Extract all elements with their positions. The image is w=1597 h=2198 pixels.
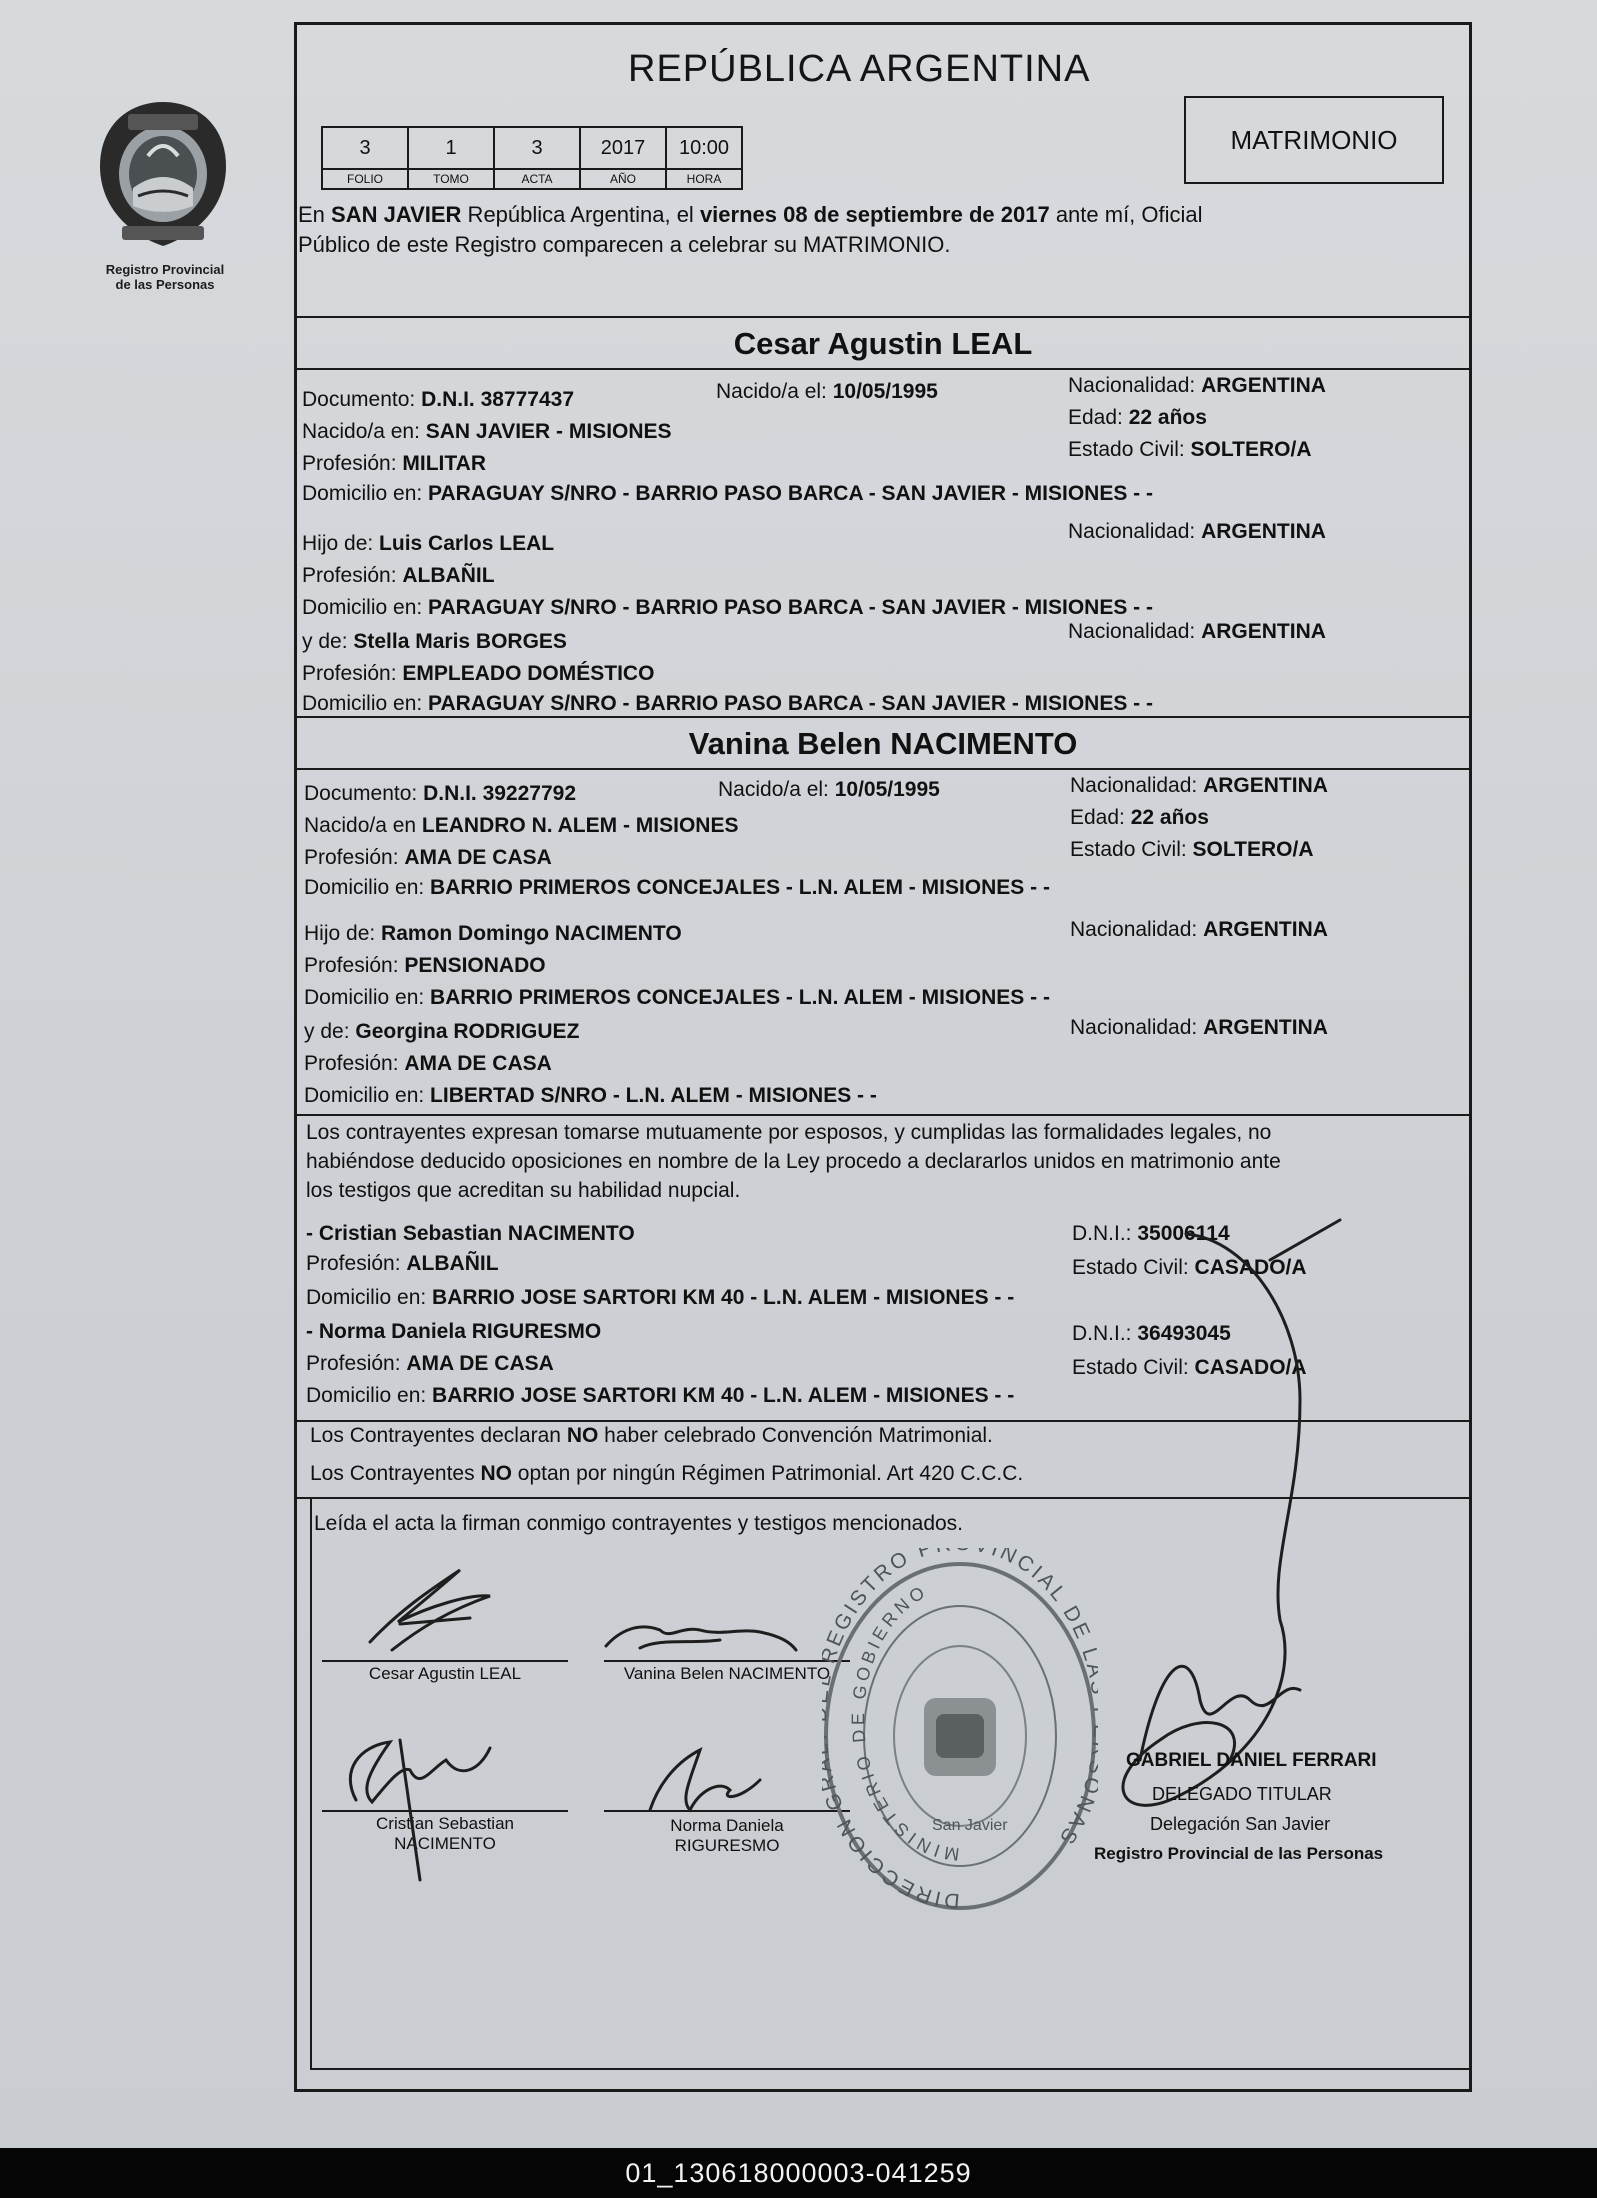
crest-caption-line1: Registro Provincial <box>105 262 225 277</box>
declaration-line2: habiéndose deducido oposiciones en nombre de la Ley procedo a declararlos unidos en matrimonio ante <box>306 1150 1281 1173</box>
intro-place: SAN JAVIER <box>331 202 462 227</box>
spouse1-father-address: Domicilio en: PARAGUAY S/NRO - BARRIO PASO BARCA - SAN JAVIER - MISIONES - - <box>302 596 1153 619</box>
intro-date: viernes 08 de septiembre de 2017 <box>699 202 1050 227</box>
witness2-profession: Profesión: AMA DE CASA <box>306 1352 554 1375</box>
spouse2-profession: Profesión: AMA DE CASA <box>304 846 552 869</box>
svg-text:MINISTERIO DE GOBIERNO: MINISTERIO DE GOBIERNO <box>848 1580 961 1865</box>
signature-label-witness1: Cristian Sebastian NACIMENTO <box>376 1814 514 1853</box>
spouse1-father: Hijo de: Luis Carlos LEAL <box>302 532 555 555</box>
crest-caption-line2: de las Personas <box>115 277 215 292</box>
spouse2-father: Hijo de: Ramon Domingo NACIMENTO <box>304 922 682 945</box>
spouse1-mother: y de: Stella Maris BORGES <box>302 630 567 653</box>
signature-label-spouse1: Cesar Agustin LEAL <box>368 1664 522 1683</box>
official-name: GABRIEL DANIEL FERRARI <box>1126 1750 1377 1771</box>
official-office: Delegación San Javier <box>1150 1814 1331 1834</box>
convention-line2: Los Contrayentes NO optan por ningún Régimen Patrimonial. Art 420 C.C.C. <box>310 1462 1024 1485</box>
witness1-address: Domicilio en: BARRIO JOSE SARTORI KM 40 - L.N. ALEM - MISIONES - - <box>306 1286 1015 1309</box>
spouse1-address: Domicilio en: PARAGUAY S/NRO - BARRIO PASO BARCA - SAN JAVIER - MISIONES - - <box>302 482 1153 505</box>
witness2-name: - Norma Daniela RIGURESMO <box>306 1320 602 1343</box>
tomo-value: 1 <box>408 127 494 169</box>
spouse1-birthplace: Nacido/a en: SAN JAVIER - MISIONES <box>302 420 672 443</box>
spouse1-born: Nacido/a el: 10/05/1995 <box>716 380 938 403</box>
acta-label: ACTA <box>494 169 580 189</box>
tomo-label: TOMO <box>408 169 494 189</box>
declaration-line1: Los contrayentes expresan tomarse mutuamente por esposos, y cumplidas las formalidades legales, no <box>306 1121 1272 1144</box>
intro-line1: En SAN JAVIER República Argentina, el viernes 08 de septiembre de 2017 ante mí, Oficial <box>298 202 1203 227</box>
spouse2-father-address: Domicilio en: BARRIO PRIMEROS CONCEJALES - L.N. ALEM - MISIONES - - <box>304 986 1050 1009</box>
spouse1-nationality: Nacionalidad: ARGENTINA <box>1068 374 1326 397</box>
spouse2-mother-profession: Profesión: AMA DE CASA <box>304 1052 552 1075</box>
spouse1-father-profession: Profesión: ALBAÑIL <box>302 564 495 587</box>
signature-label-witness2: Norma Daniela RIGURESMO <box>670 1816 784 1855</box>
spouse2-document: Documento: D.N.I. 39227792 <box>304 782 576 805</box>
spouse2-mother: y de: Georgina RODRIGUEZ <box>304 1020 580 1043</box>
spouse1-mother-address: Domicilio en: PARAGUAY S/NRO - BARRIO PASO BARCA - SAN JAVIER - MISIONES - - <box>302 692 1153 715</box>
convention-line1: Los Contrayentes declaran NO haber celebrado Convención Matrimonial. <box>310 1424 993 1447</box>
intro-line2: Público de este Registro comparecen a celebrar su MATRIMONIO. <box>298 232 951 257</box>
year-value: 2017 <box>580 127 666 169</box>
svg-text:DIRECCION GRAL. DEL REGISTRO P: DIRECCION G EGISTRO P INCIAL DE NAS <box>822 1548 1098 1913</box>
spouse1-document: Documento: D.N.I. 38777437 <box>302 388 574 411</box>
spouse2-mother-nationality: Nacionalidad: ARGENTINA <box>1070 1016 1328 1039</box>
official-role: DELEGADO TITULAR <box>1152 1784 1332 1804</box>
witness2-civil-status: Estado Civil: CASADO/A <box>1072 1356 1307 1379</box>
spouse1-mother-nationality: Nacionalidad: ARGENTINA <box>1068 620 1326 643</box>
spouse1-profession: Profesión: MILITAR <box>302 452 486 475</box>
witness1-name: - Cristian Sebastian NACIMENTO <box>306 1222 635 1245</box>
spouse2-address: Domicilio en: BARRIO PRIMEROS CONCEJALES - L.N. ALEM - MISIONES - - <box>304 876 1050 899</box>
signing-intro: Leída el acta la firman conmigo contrayentes y testigos mencionados. <box>314 1512 964 1535</box>
witness1-civil-status: Estado Civil: CASADO/A <box>1072 1256 1307 1279</box>
spouse1-age: Edad: 22 años <box>1068 406 1207 429</box>
hour-value: 10:00 <box>666 127 742 169</box>
spouse2-father-profession: Profesión: PENSIONADO <box>304 954 546 977</box>
spouse2-civil-status: Estado Civil: SOLTERO/A <box>1070 838 1314 861</box>
witness1-profession: Profesión: ALBAÑIL <box>306 1252 499 1275</box>
svg-text:San Javier: San Javier <box>932 1817 1008 1834</box>
folio-value: 3 <box>322 127 408 169</box>
spouse2-age: Edad: 22 años <box>1070 806 1209 829</box>
spouse2-born: Nacido/a el: 10/05/1995 <box>718 778 940 801</box>
spouse2-mother-address: Domicilio en: LIBERTAD S/NRO - L.N. ALEM - MISIONES - - <box>304 1084 877 1107</box>
acta-value: 3 <box>494 127 580 169</box>
witness2-address: Domicilio en: BARRIO JOSE SARTORI KM 40 - L.N. ALEM - MISIONES - - <box>306 1384 1015 1407</box>
spouse2-name: Vanina Belen NACIMENTO <box>688 726 1078 761</box>
spouse1-mother-profession: Profesión: EMPLEADO DOMÉSTICO <box>302 662 655 685</box>
hour-label: HORA <box>666 169 742 189</box>
spouse1-name: Cesar Agustin LEAL <box>733 326 1033 361</box>
document-title: REPÚBLICA ARGENTINA <box>628 48 1091 90</box>
seal-icon <box>822 1548 1098 1924</box>
official-registry: Registro Provincial de las Personas <box>1094 1844 1384 1863</box>
spouse2-father-nationality: Nacionalidad: ARGENTINA <box>1070 918 1328 941</box>
spouse1-civil-status: Estado Civil: SOLTERO/A <box>1068 438 1312 461</box>
declaration-line3: los testigos que acreditan su habilidad nupcial. <box>306 1179 741 1202</box>
scan-footer-id: 01_130618000003-041259 <box>0 2148 1597 2198</box>
year-label: AÑO <box>580 169 666 189</box>
folio-label: FOLIO <box>322 169 408 189</box>
matrimonio-badge: MATRIMONIO <box>1184 96 1444 184</box>
witness1-dni: D.N.I.: 35006114 <box>1072 1222 1230 1245</box>
official-seal <box>822 1548 1098 1924</box>
spouse1-father-nationality: Nacionalidad: ARGENTINA <box>1068 520 1326 543</box>
spouse2-nationality: Nacionalidad: ARGENTINA <box>1070 774 1328 797</box>
signature-label-spouse2: Vanina Belen NACIMENTO <box>623 1664 831 1683</box>
spouse2-birthplace: Nacido/a en LEANDRO N. ALEM - MISIONES <box>304 814 739 837</box>
witness2-dni: D.N.I.: 36493045 <box>1072 1322 1231 1345</box>
